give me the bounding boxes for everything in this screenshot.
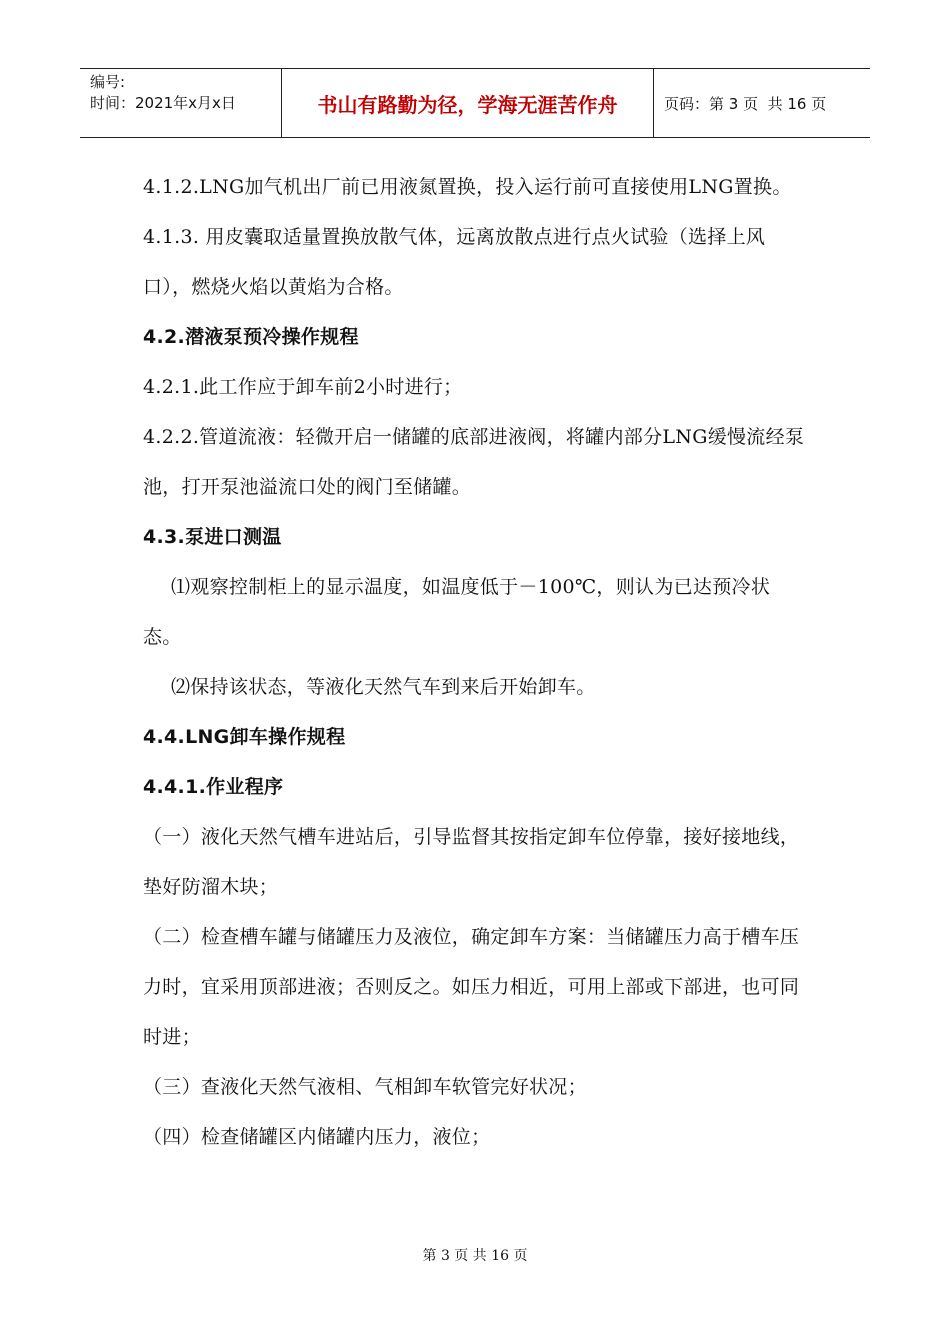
paragraph: 4.2.1.此工作应于卸车前2小时进行；: [143, 376, 463, 398]
header-meta: [80, 69, 281, 137]
paragraph: （二）检查槽车罐与储罐压力及液位，确定卸车方案：当储罐压力高于槽车压力时，宜采用顶部进液；否则反之。如压力相近，可用上部或下部进，也可同时进；: [143, 926, 800, 1048]
document-body: [143, 162, 808, 1162]
paragraph: （三）查液化天然气液相、气相卸车软管完好状况；: [143, 1076, 587, 1098]
motto-text: 书山有路勤为径，学海无涯苦作舟: [317, 92, 618, 117]
paragraph: ⑴观察控制柜上的显示温度，如温度低于－100℃，则认为已达预冷状态。: [143, 576, 771, 648]
paragraph: 4.2.2.管道流液：轻微开启一储罐的底部进液阀，将罐内部分LNG缓慢流经泵池，打开泵池溢流口处的阀门至储罐。: [143, 426, 805, 498]
paragraph: （一）液化天然气槽车进站后，引导监督其按指定卸车位停靠，接好接地线，垫好防溜木块；: [143, 826, 800, 898]
paragraph: ⑵保持该状态，等液化天然气车到来后开始卸车。: [171, 676, 596, 698]
paragraph: 4.1.2.LNG加气机出厂前已用液氮置换，投入运行前可直接使用LNG置换。: [143, 176, 792, 198]
header-motto: [281, 69, 654, 137]
page-footer: [0, 1245, 950, 1265]
section-heading: 4.2.潜液泵预冷操作规程: [143, 326, 359, 348]
section-heading: 4.4.1.作业程序: [143, 776, 284, 798]
header-page-info: [654, 69, 870, 137]
number-label: 编号:: [90, 73, 126, 91]
paragraph: （四）检查储罐区内储罐内压力，液位；: [143, 1126, 491, 1148]
page-label: 页码：第 3 页 共 16 页: [664, 94, 827, 113]
time-label: 时间：2021年x月x日: [90, 94, 236, 112]
page-header: [80, 68, 870, 138]
section-heading: 4.4.LNG卸车操作规程: [143, 726, 346, 748]
section-heading: 4.3.泵进口测温: [143, 526, 282, 548]
footer-page-number: 第 3 页 共 16 页: [422, 1248, 528, 1264]
paragraph: 4.1.3. 用皮囊取适量置换放散气体，远离放散点进行点火试验（选择上风口），燃烧火焰以黄焰为合格。: [143, 226, 766, 298]
